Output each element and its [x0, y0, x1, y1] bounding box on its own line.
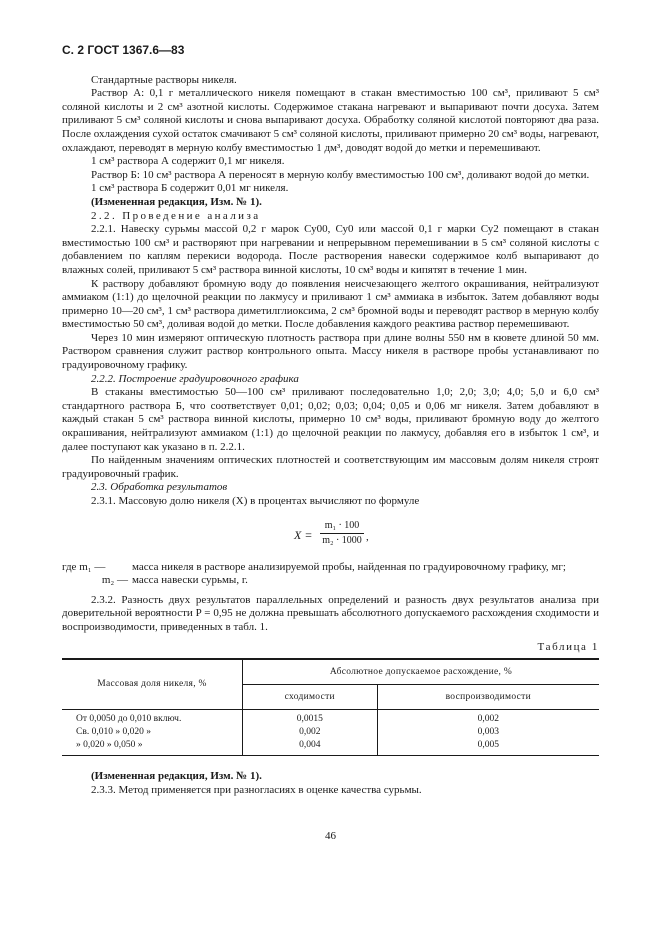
tolerance-table — [62, 658, 599, 756]
table-row — [62, 710, 599, 727]
solution-a-paragraph: Раствор А: 0,1 г металлического никеля помещают в стакан вместимостью 100 см³, приливают 5 см³ соляной кислоты и 2 см³ азотной кислоты. Содержимое стакана нагревают и выпаривают почти досуха. Затем приливают 5 см³ соляной кислоты и снова выпаривают досуха. Обработку соляной кислотой повторяют два раза. После охлаждения сухой остаток смачивают 5 см³ соляной кислоты, приливают примерно 20 см³ воды, нагревают, охлаждают, переводят в мерную колбу вместимостью 1 дм³, доводят водой до метки и перемешивают. — [62, 87, 599, 154]
table-cell-range: Св. 0,010 » 0,020 » — [62, 726, 243, 739]
table-cell-reproducibility: 0,003 — [477, 727, 499, 738]
solution-a-concentration: 1 см³ раствора А содержит 0,1 мг никеля. — [91, 155, 285, 168]
formula-numerator: m₁ · 100 — [320, 519, 364, 535]
table-caption: Таблица 1 — [537, 640, 599, 653]
table-row — [62, 739, 599, 756]
formula-denominator: m₂ · 1000 — [322, 535, 362, 547]
formula-lhs: X = — [294, 527, 313, 542]
table-cell-reproducibility: 0,005 — [477, 740, 499, 751]
legend-m2-label: m₂ — — [101, 574, 128, 587]
formula-comma: , — [366, 530, 369, 543]
section-2-3-2-paragraph: 2.3.2. Разность двух результатов параллельных определений и разность двух результатов анализа при доверительной вероятности P = 0,95 не должна превышать абсолютного допускаемого расхождения сходимости и воспроизводимости, приведенных в табл. 1. — [62, 593, 599, 633]
section-2-2-1-paragraph: 2.2.1. Навеску сурьмы массой 0,2 г марок Су00, Су0 или массой 0,1 г марки Су2 помещают в стакан вместимостью 100 см³ и растворяют при нагревании и непрерывном перемешивании в 5 см³ соляной кислоты с добавлением по каплям перекиси водорода. После растворения навески содержимое колб выпаривают до влажных солей, приливают 5 см³ раствора винной кислоты, 10 см³ воды и кипятят в течение 1 мин. — [62, 223, 599, 276]
measurement-paragraph: Через 10 мин измеряют оптическую плотность раствора при длине волны 550 нм в кювете длиной 50 мм. Раствором сравнения служит раствор контрольного опыта. Массу никеля в растворе пробы устанавливают по градуировочному графику. — [62, 331, 599, 372]
formula — [62, 519, 599, 553]
table-cell-range: От 0,0050 до 0,010 включ. — [62, 710, 243, 727]
solution-b-paragraph: Раствор Б: 10 см³ раствора А переносят в мерную колбу вместимостью 100 см³, доливают водой до метки. — [91, 168, 590, 181]
section-2-2-heading: 2.2. Проведение анализа — [91, 209, 261, 222]
graph-paragraph: По найденным значениям оптических плотностей и соответствующим им массовым долям никеля строят градуировочный график. — [62, 454, 599, 480]
standards-title: Стандартные растворы никеля. — [91, 73, 237, 86]
formula-legend — [62, 561, 599, 588]
solution-b-concentration: 1 см³ раствора Б содержит 0,01 мг никеля. — [91, 182, 289, 195]
legend-m2-text: масса навески сурьмы, г. — [132, 574, 248, 587]
page-number: 46 — [325, 830, 336, 842]
section-2-3-3-paragraph: 2.3.3. Метод применяется при разногласиях в оценке качества сурьмы. — [91, 783, 422, 796]
bromine-paragraph: К раствору добавляют бромную воду до появления неисчезающего желтого окрашивания, нейтрализуют аммиаком (1:1) до щелочной реакции по лакмусу и приливают 1 см³ аммиака в избыток. Затем добавляют воды примерно 10—20 см³, 1 см³ раствора диметилглиоксима, 2 см³ бромной воды и переводят раствор в мерную колбу вместимостью 50 см³, доливая водой до метки. После добавления каждого реактива раствор перемешивают. — [62, 277, 599, 331]
section-2-2-2-heading: 2.2.2. Построение градуировочного графика — [91, 372, 299, 385]
edition-note: (Измененная редакция, Изм. № 1). — [91, 770, 262, 783]
edition-note: (Измененная редакция, Изм. № 1). — [91, 195, 262, 208]
legend-m1-label: где m₁ — — [62, 560, 106, 573]
page-header: С. 2 ГОСТ 1367.6—83 — [62, 43, 185, 57]
table-cell-convergence: 0,0015 — [243, 710, 378, 727]
section-2-3-heading: 2.3. Обработка результатов — [91, 481, 228, 494]
table-header-mass-fraction: Массовая доля никеля, % — [62, 659, 243, 710]
table-header-convergence: сходимости — [243, 685, 378, 710]
table-cell-convergence: 0,004 — [243, 739, 378, 756]
table-header-reproducibility: воспроизводимости — [377, 685, 599, 710]
document-page — [62, 44, 599, 797]
section-2-3-1-paragraph: 2.3.1. Массовую долю никеля (X) в процентах вычисляют по формуле — [91, 495, 420, 507]
table-cell-convergence: 0,002 — [243, 726, 378, 739]
legend-m1-text: масса никеля в растворе анализируемой пробы, найденная по градуировочному графику, мг; — [132, 560, 566, 573]
table-cell-reproducibility: 0,002 — [477, 714, 499, 725]
calibration-paragraph: В стаканы вместимостью 50—100 см³ приливают последовательно 1,0; 2,0; 3,0; 4,0; 5,0 и 6,0 см³ стандартного раствора Б, что соответствует 0,01; 0,02; 0,03; 0,04; 0,05 и 0,06 мг никеля. Затем добавляют в каждый стакан 5 см³ раствора винной кислоты, примерно 10 см³ воды, приливают бромную воду до желтого окрашивания, нейтрализуют аммиаком (1:1) до щелочной реакции по лакмусу, добавляя его в избыток 1 см³, и далее поступают как указано в п. 2.2.1. — [62, 386, 599, 453]
table-cell-range: » 0,020 » 0,050 » — [62, 739, 243, 756]
table-row — [62, 726, 599, 739]
table-header-group: Абсолютное допускаемое расхождение, % — [243, 659, 600, 685]
formula-fraction — [320, 519, 364, 548]
